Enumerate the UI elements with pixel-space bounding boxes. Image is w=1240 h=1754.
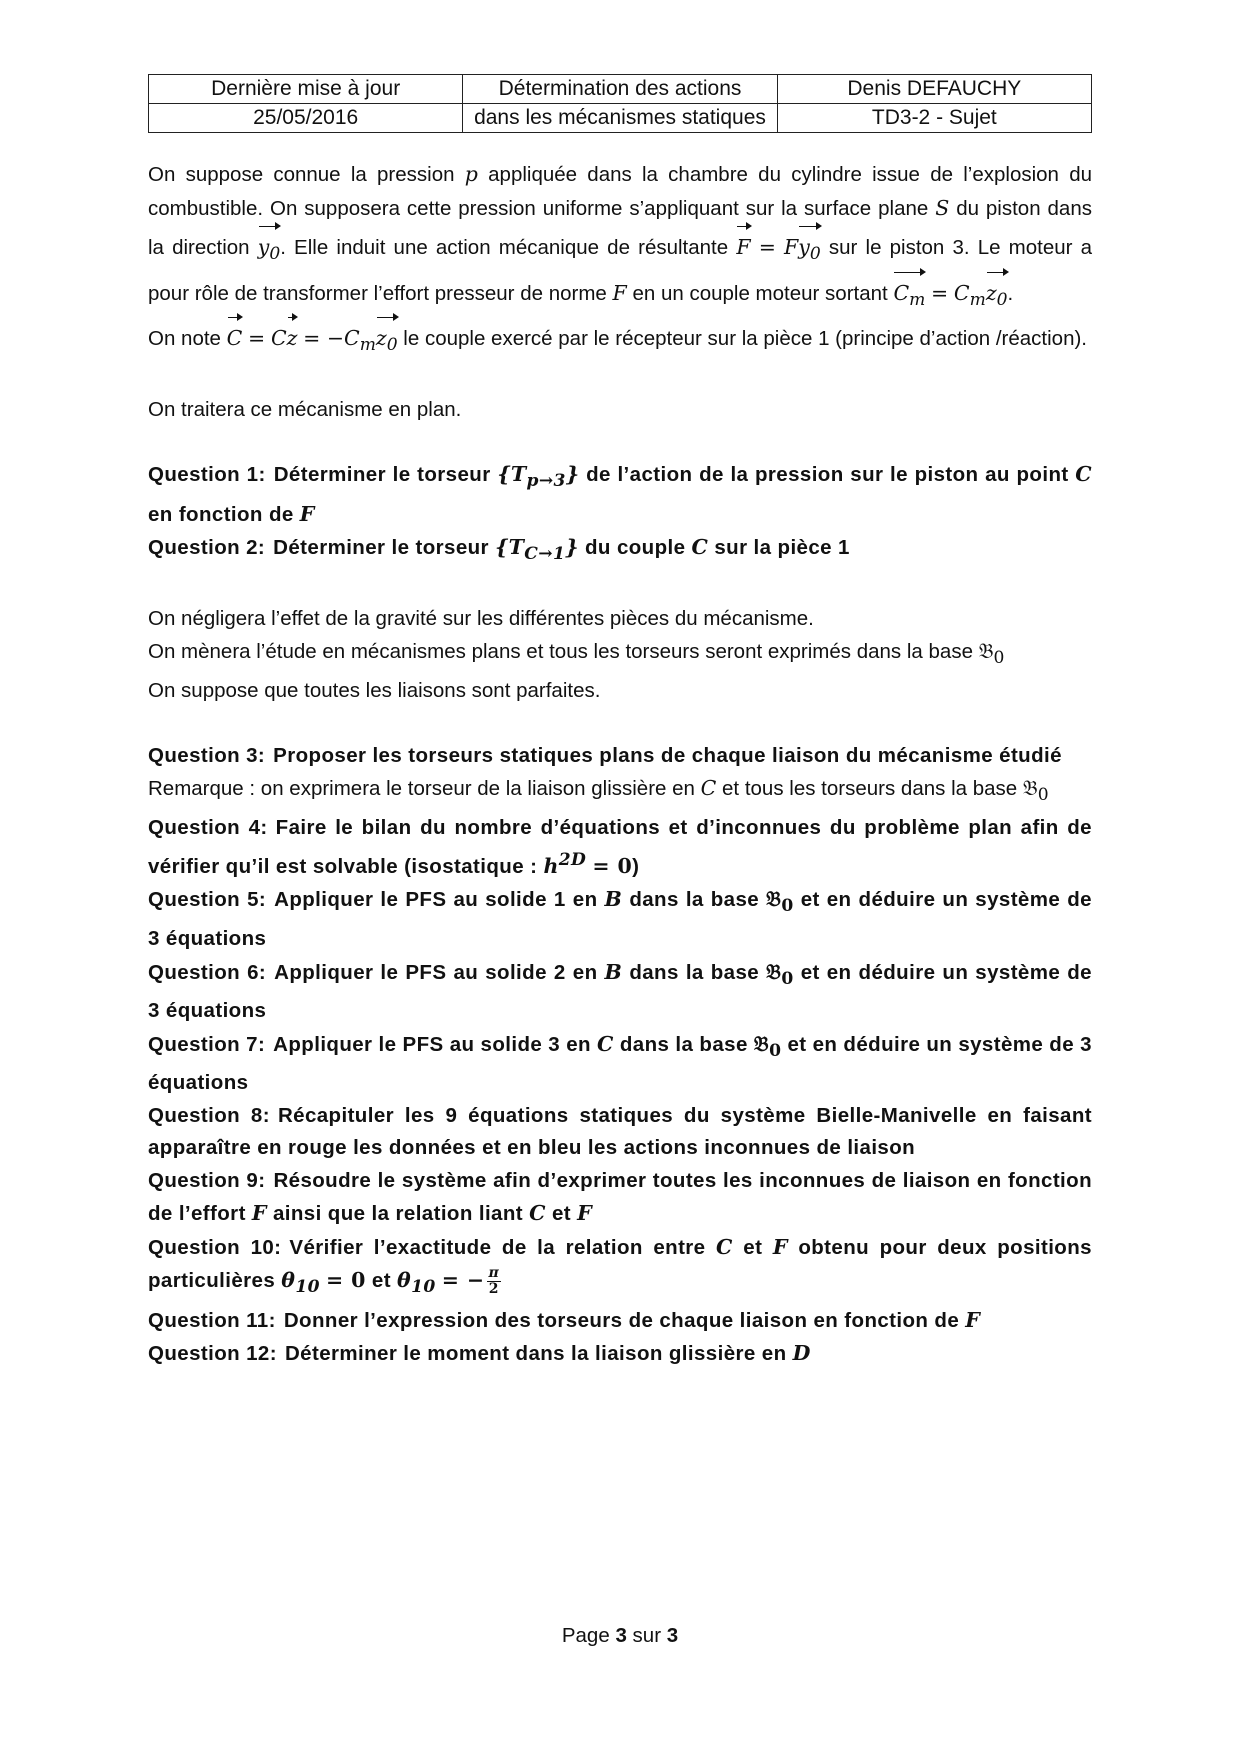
question-3: Question 3: Proposer les torseurs statiques plans de chaque liaison du mécanisme étudié [148,743,1062,767]
question-7: Question 7: Appliquer le PFS au solide 3 en C dans la base 𝔅$_0$ et en déduire un système de 3 équations [148,1031,1092,1095]
question-4: Question 4: Faire le bilan du nombre d’équations et d’inconnues du problème plan afin de vérifier qu’il est solvable (isostatique : $h^{2D} = 0$) [148,815,1092,878]
question-11: Question 11: Donner l’expression des torseurs de chaque liaison en fonction de F [148,1307,981,1332]
assumption-gravity: On négligera l’effet de la gravité sur les différentes pièces du mécanisme. [148,606,814,630]
intro-paragraph: On suppose connue la pression p appliquée dans la chambre du cylindre issue de l’explosion du combustible. On supposera cette pression uniforme s’appliquant sur la surface plane S du piston dans la direction $y_0$. Elle induit une action mécanique de résultante $F = Fy_0$ sur le piston 3. Le moteur a pour rôle de transformer l’effort presseur de norme F en un couple moteur sortant $C_m = C_mz_0$. [148,158,1092,316]
author: Denis DEFAUCHY [777,75,1091,104]
question-8: Question 8: Récapituler les 9 équations statiques du système Bielle-Manivelle en faisant apparaître en rouge les données et en bleu les actions inconnues de liaison [148,1103,1092,1160]
question-9: Question 9: Résoudre le système afin d’exprimer toutes les inconnues de liaison en fonction de l’effort F ainsi que la relation liant C et F [148,1168,1092,1226]
page-total: 3 [666,1624,679,1647]
course-title-line2: dans les mécanismes statiques [463,104,777,133]
question-10: Question 10: Vérifier l’exactitude de la relation entre C et F obtenu pour deux positions particulières $\theta_{10} = 0$ et $\theta_{10}$ = − $\frac{\pi}{2}$ [148,1234,1092,1298]
question-1: Question 1: Déterminer le torseur $\{T_{p\to 3}\}$ de l’action de la pression sur le piston au point C en fonction de F [148,462,1092,526]
intro-couple-line: On note $C = Cz = -C_mz_0$ le couple exercé par le récepteur sur la pièce 1 (principe d’action /réaction). [148,316,1092,362]
question-12: Question 12: Déterminer le moment dans la liaison glissière en D [148,1341,811,1366]
page-footer: Page 3 sur 3 [561,1624,679,1647]
remark: Remarque : on exprimera le torseur de la liaison glissière en C et tous les torseurs dans la base 𝔅$_0$ [148,776,1049,806]
doc-id: TD3-2 - Sujet [777,104,1091,133]
course-title-line1: Détermination des actions [463,75,777,104]
update-date: 25/05/2016 [149,104,463,133]
assumption-plan: On mènera l’étude en mécanismes plans et tous les torseurs seront exprimés dans la base 𝔅$_0$ [148,639,1005,669]
header-table [148,74,1092,133]
question-5: Question 5: Appliquer le PFS au solide 1 en B dans la base 𝔅$_0$ et en déduire un système de 3 équations [148,887,1092,951]
page-body [148,158,1092,1371]
intro-plan-line: On traitera ce mécanisme en plan. [148,397,462,421]
question-2: Question 2: Déterminer le torseur $\{T_{C\to 1}\}$ du couple C sur la pièce 1 [148,535,850,565]
assumption-perfect: On suppose que toutes les liaisons sont parfaites. [148,679,601,703]
update-label: Dernière mise à jour [149,75,463,104]
question-6: Question 6: Appliquer le PFS au solide 2 en B dans la base 𝔅$_0$ et en déduire un système de 3 équations [148,959,1092,1023]
page-current: 3 [615,1624,627,1647]
